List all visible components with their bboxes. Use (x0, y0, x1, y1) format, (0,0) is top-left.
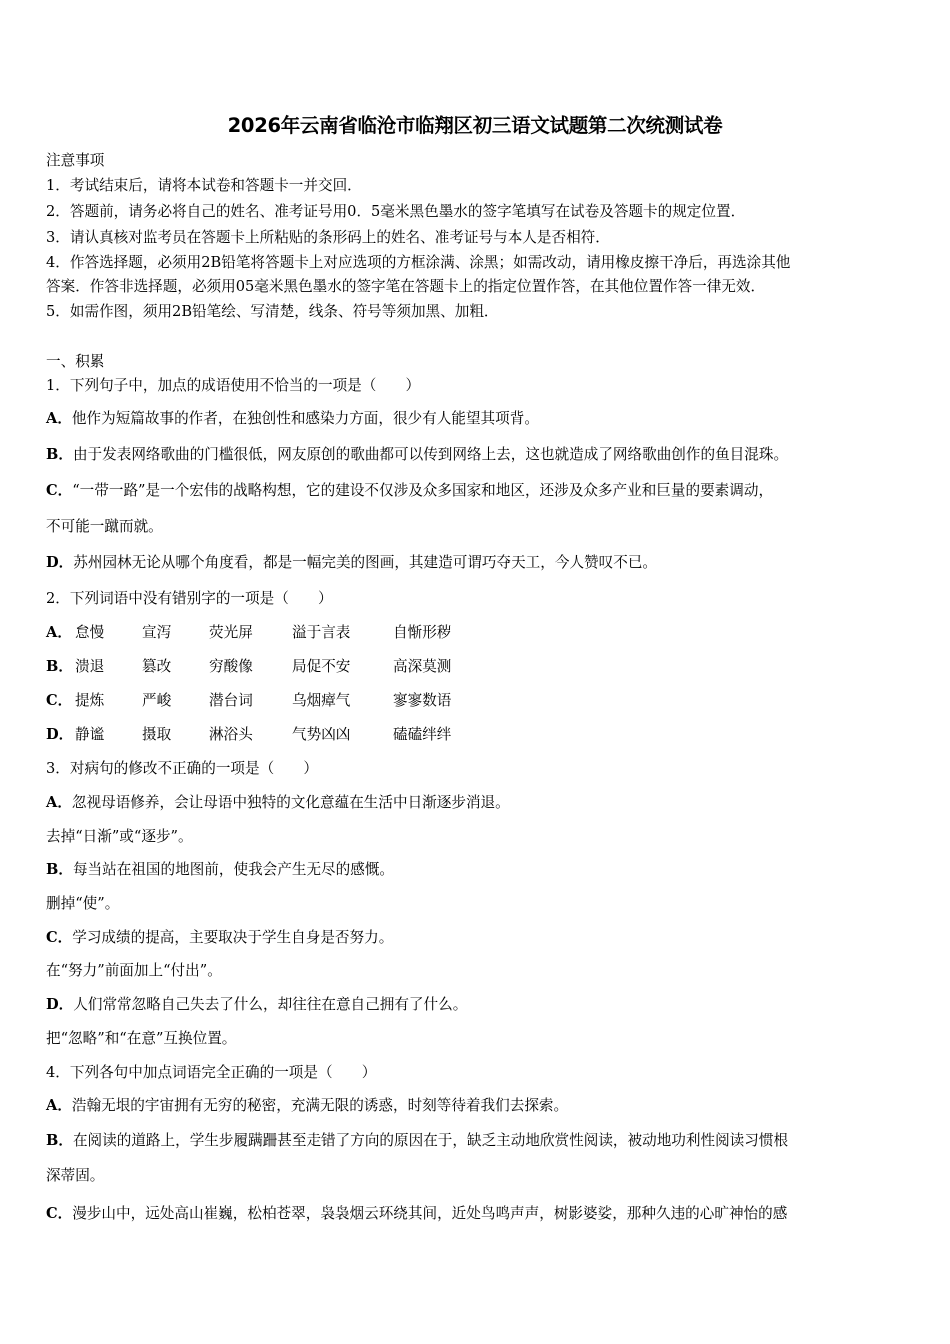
section-heading: 一、积累 (46, 353, 105, 370)
q3-option-b-fix: 删掉“使”。 (46, 895, 120, 912)
option-letter: B． (46, 446, 73, 463)
q4-option-a: A．浩翰无垠的宇宙拥有无穷的秘密，充满无限的诱惑，时刻等待着我们去探索。 (46, 1097, 569, 1114)
option-letter: C． (46, 929, 73, 946)
notice-item-2: 2．答题前，请务必将自己的姓名、准考证号用0．5毫米黑色墨水的签字笔填写在试卷及答题卡的规定位置． (46, 203, 746, 220)
q2-stem: 2．下列词语中没有错别字的一项是（ ） (46, 590, 333, 607)
option-letter: C． (46, 482, 73, 499)
option-letter: B． (46, 861, 73, 878)
q1-option-c-cont: 不可能一蹴而就。 (46, 518, 163, 535)
notice-heading: 注意事项 (46, 152, 105, 169)
q1-option-b: B．由于发表网络歌曲的门槛很低，网友原创的歌曲都可以传到网络上去，这也就造成了网络歌曲创作的鱼目混珠。 (46, 446, 789, 463)
word: 怠慢 (75, 624, 105, 641)
word: 提炼 (75, 692, 105, 709)
q3-option-d: D．人们常常忽略自己失去了什么，却往往在意自己拥有了什么。 (46, 996, 468, 1013)
option-letter: A． (46, 410, 72, 427)
notice-item-3: 3．请认真核对监考员在答题卡上所粘贴的条形码上的姓名、准考证号与本人是否相符． (46, 229, 610, 246)
q1-option-d: D．苏州园林无论从哪个角度看，都是一幅完美的图画，其建造可谓巧夺天工，今人赞叹不已。 (46, 554, 658, 571)
q1-option-a: A．他作为短篇故事的作者，在独创性和感染力方面，很少有人能望其项背。 (46, 410, 539, 427)
option-letter: A． (46, 794, 72, 811)
option-letter: C． (46, 1205, 73, 1222)
word: 溢于言表 (292, 624, 351, 641)
word: 乌烟瘴气 (292, 692, 351, 709)
notice-item-4-cont: 答案．作答非选择题，必须用05毫米黑色墨水的签字笔在答题卡上的指定位置作答，在其他位置作答一律无效． (46, 278, 766, 295)
exam-title: 2026年云南省临沧市临翔区初三语文试题第二次统测试卷 (227, 114, 723, 137)
word: 高深莫测 (393, 658, 452, 675)
q3-option-b: B．每当站在祖国的地图前，使我会产生无尽的感慨。 (46, 861, 395, 878)
word: 穷酸像 (209, 658, 253, 675)
q3-option-c: C．学习成绩的提高，主要取决于学生自身是否努力。 (46, 929, 394, 946)
option-letter: A． (46, 624, 72, 641)
q1-option-c: C．“一带一路”是一个宏伟的战略构想，它的建设不仅涉及众多国家和地区，还涉及众多产业和巨量的要素调动， (46, 482, 774, 499)
word: 荧光屏 (209, 624, 253, 641)
q3-option-d-fix: 把“忽略”和“在意”互换位置。 (46, 1030, 237, 1047)
q4-option-c: C．漫步山中，远处高山崔巍，松柏苍翠，袅袅烟云环绕其间，近处鸟鸣声声，树影婆娑，那种久违的心旷神怡的感 (46, 1205, 788, 1222)
word: 潜台词 (209, 692, 253, 709)
option-letter: B． (46, 658, 73, 675)
word: 宣泻 (142, 624, 172, 641)
notice-item-5: 5．如需作图，须用2B铅笔绘、写清楚，线条、符号等须加黑、加粗． (46, 303, 499, 320)
option-letter: D． (46, 726, 74, 743)
notice-item-4: 4．作答选择题，必须用2B铅笔将答题卡上对应选项的方框涂满、涂黑；如需改动，请用橡皮擦干净后，再选涂其他 (46, 254, 791, 271)
q4-option-b: B．在阅读的道路上，学生步履蹒跚甚至走错了方向的原因在于，缺乏主动地欣赏性阅读，被动地功利性阅读习惯根 (46, 1132, 789, 1149)
word: 气势凶凶 (292, 726, 351, 743)
option-letter: B． (46, 1132, 73, 1149)
option-letter: A． (46, 1097, 72, 1114)
word: 磕磕绊绊 (393, 726, 452, 743)
q3-stem: 3．对病句的修改不正确的一项是（ ） (46, 760, 318, 777)
q3-option-c-fix: 在“努力”前面加上“付出”。 (46, 962, 222, 979)
option-letter: D． (46, 554, 74, 571)
word: 淋浴头 (209, 726, 253, 743)
word: 严峻 (142, 692, 172, 709)
word: 静谧 (75, 726, 105, 743)
q4-option-b-cont: 深蒂固。 (46, 1167, 105, 1184)
option-letter: C． (46, 692, 73, 709)
word: 篡改 (142, 658, 172, 675)
q4-stem: 4．下列各句中加点词语完全正确的一项是（ ） (46, 1064, 377, 1081)
word: 寥寥数语 (393, 692, 452, 709)
q1-stem: 1．下列句子中，加点的成语使用不恰当的一项是（ ） (46, 377, 421, 394)
q3-option-a: A．忽视母语修养，会让母语中独特的文化意蕴在生活中日渐逐步消退。 (46, 794, 510, 811)
word: 自惭形秽 (393, 624, 452, 641)
notice-item-1: 1．考试结束后，请将本试卷和答题卡一并交回． (46, 177, 362, 194)
word: 局促不安 (292, 658, 351, 675)
word: 溃退 (75, 658, 105, 675)
word: 摄取 (142, 726, 172, 743)
q3-option-a-fix: 去掉“日渐”或“逐步”。 (46, 828, 193, 845)
option-letter: D． (46, 996, 74, 1013)
